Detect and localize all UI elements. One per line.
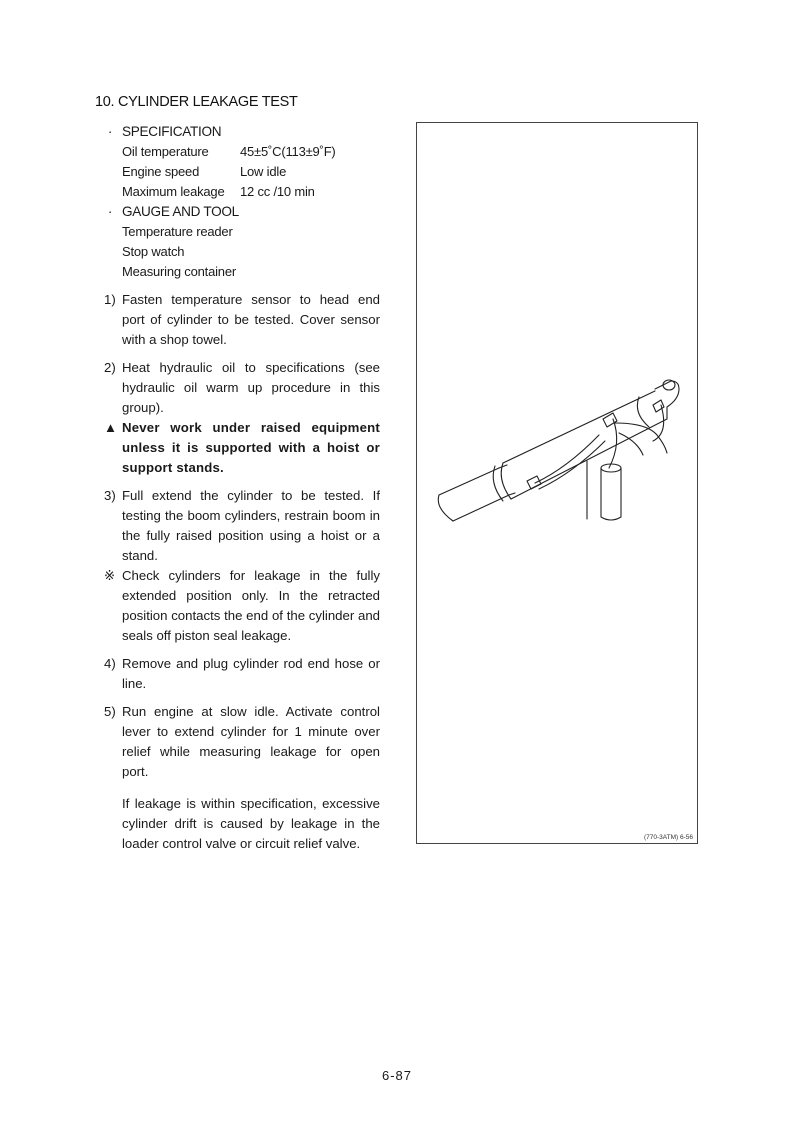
spec-row xyxy=(104,162,380,182)
page-number: 6-87 xyxy=(381,1068,413,1083)
cylinder-figure xyxy=(416,122,698,844)
step-number: 3) xyxy=(104,488,116,503)
step-4 xyxy=(104,654,380,694)
specification-heading xyxy=(104,122,380,142)
note-text: Check cylinders for leakage in the fully extended position only. In the retracted position contacts the end of the cylinder and seals off piston seal leakage. xyxy=(122,568,380,643)
spec-label: Oil temperature xyxy=(122,144,209,159)
step-2 xyxy=(104,358,380,418)
tool-item: Measuring container xyxy=(122,264,236,279)
step-text: Fasten temperature sensor to head end port of cylinder to be tested. Cover sensor with a shop towel. xyxy=(122,292,380,347)
step-text: Full extend the cylinder to be tested. If testing the boom cylinders, restrain boom in the fully raised position using a hoist or a stand. xyxy=(122,488,380,563)
step-number: 5) xyxy=(104,704,116,719)
gauge-heading xyxy=(104,202,380,222)
step-number: 4) xyxy=(104,656,116,671)
spec-value: 12 cc /10 min xyxy=(240,184,315,199)
procedure-column xyxy=(104,122,380,854)
step-number: 1) xyxy=(104,292,116,307)
warning xyxy=(104,418,380,478)
tool-item: Stop watch xyxy=(122,244,185,259)
step-3 xyxy=(104,486,380,566)
bullet: · xyxy=(107,124,113,139)
spec-label: Engine speed xyxy=(122,164,200,179)
section-title: 10. CYLINDER LEAKAGE TEST xyxy=(95,94,298,110)
step-text: Heat hydraulic oil to specifications (see hydraulic oil warm up procedure in this group). xyxy=(122,360,380,415)
cylinder-illustration xyxy=(417,123,699,845)
warning-text: Never work under raised equipment unless it is supported with a hoist or support stands. xyxy=(122,420,380,475)
warning-icon: ▲ xyxy=(104,420,118,435)
step-text: Remove and plug cylinder rod end hose or line. xyxy=(122,656,380,691)
step-number: 2) xyxy=(104,360,116,375)
spec-value: Low idle xyxy=(240,164,287,179)
spec-label: Maximum leakage xyxy=(122,184,225,199)
note xyxy=(104,566,380,646)
figure-caption: (770-3ATM) 6-56 xyxy=(643,834,693,841)
closing-paragraph: If leakage is within specification, excessive cylinder drift is caused by leakage in the loader control valve or circuit relief valve. xyxy=(122,796,380,851)
heading-label: GAUGE AND TOOL xyxy=(122,204,239,219)
bullet: · xyxy=(107,204,113,219)
tool-item: Temperature reader xyxy=(122,224,233,239)
heading-label: SPECIFICATION xyxy=(122,124,222,139)
step-text: Run engine at slow idle. Activate control lever to extend cylinder for 1 minute over relief while measuring leakage for open port. xyxy=(122,704,380,779)
spec-value: 45±5˚C(113±9˚F) xyxy=(240,144,336,159)
spec-row xyxy=(104,142,380,162)
note-icon: ※ xyxy=(104,568,116,583)
spec-row xyxy=(104,182,380,202)
step-5 xyxy=(104,702,380,782)
step-1 xyxy=(104,290,380,350)
